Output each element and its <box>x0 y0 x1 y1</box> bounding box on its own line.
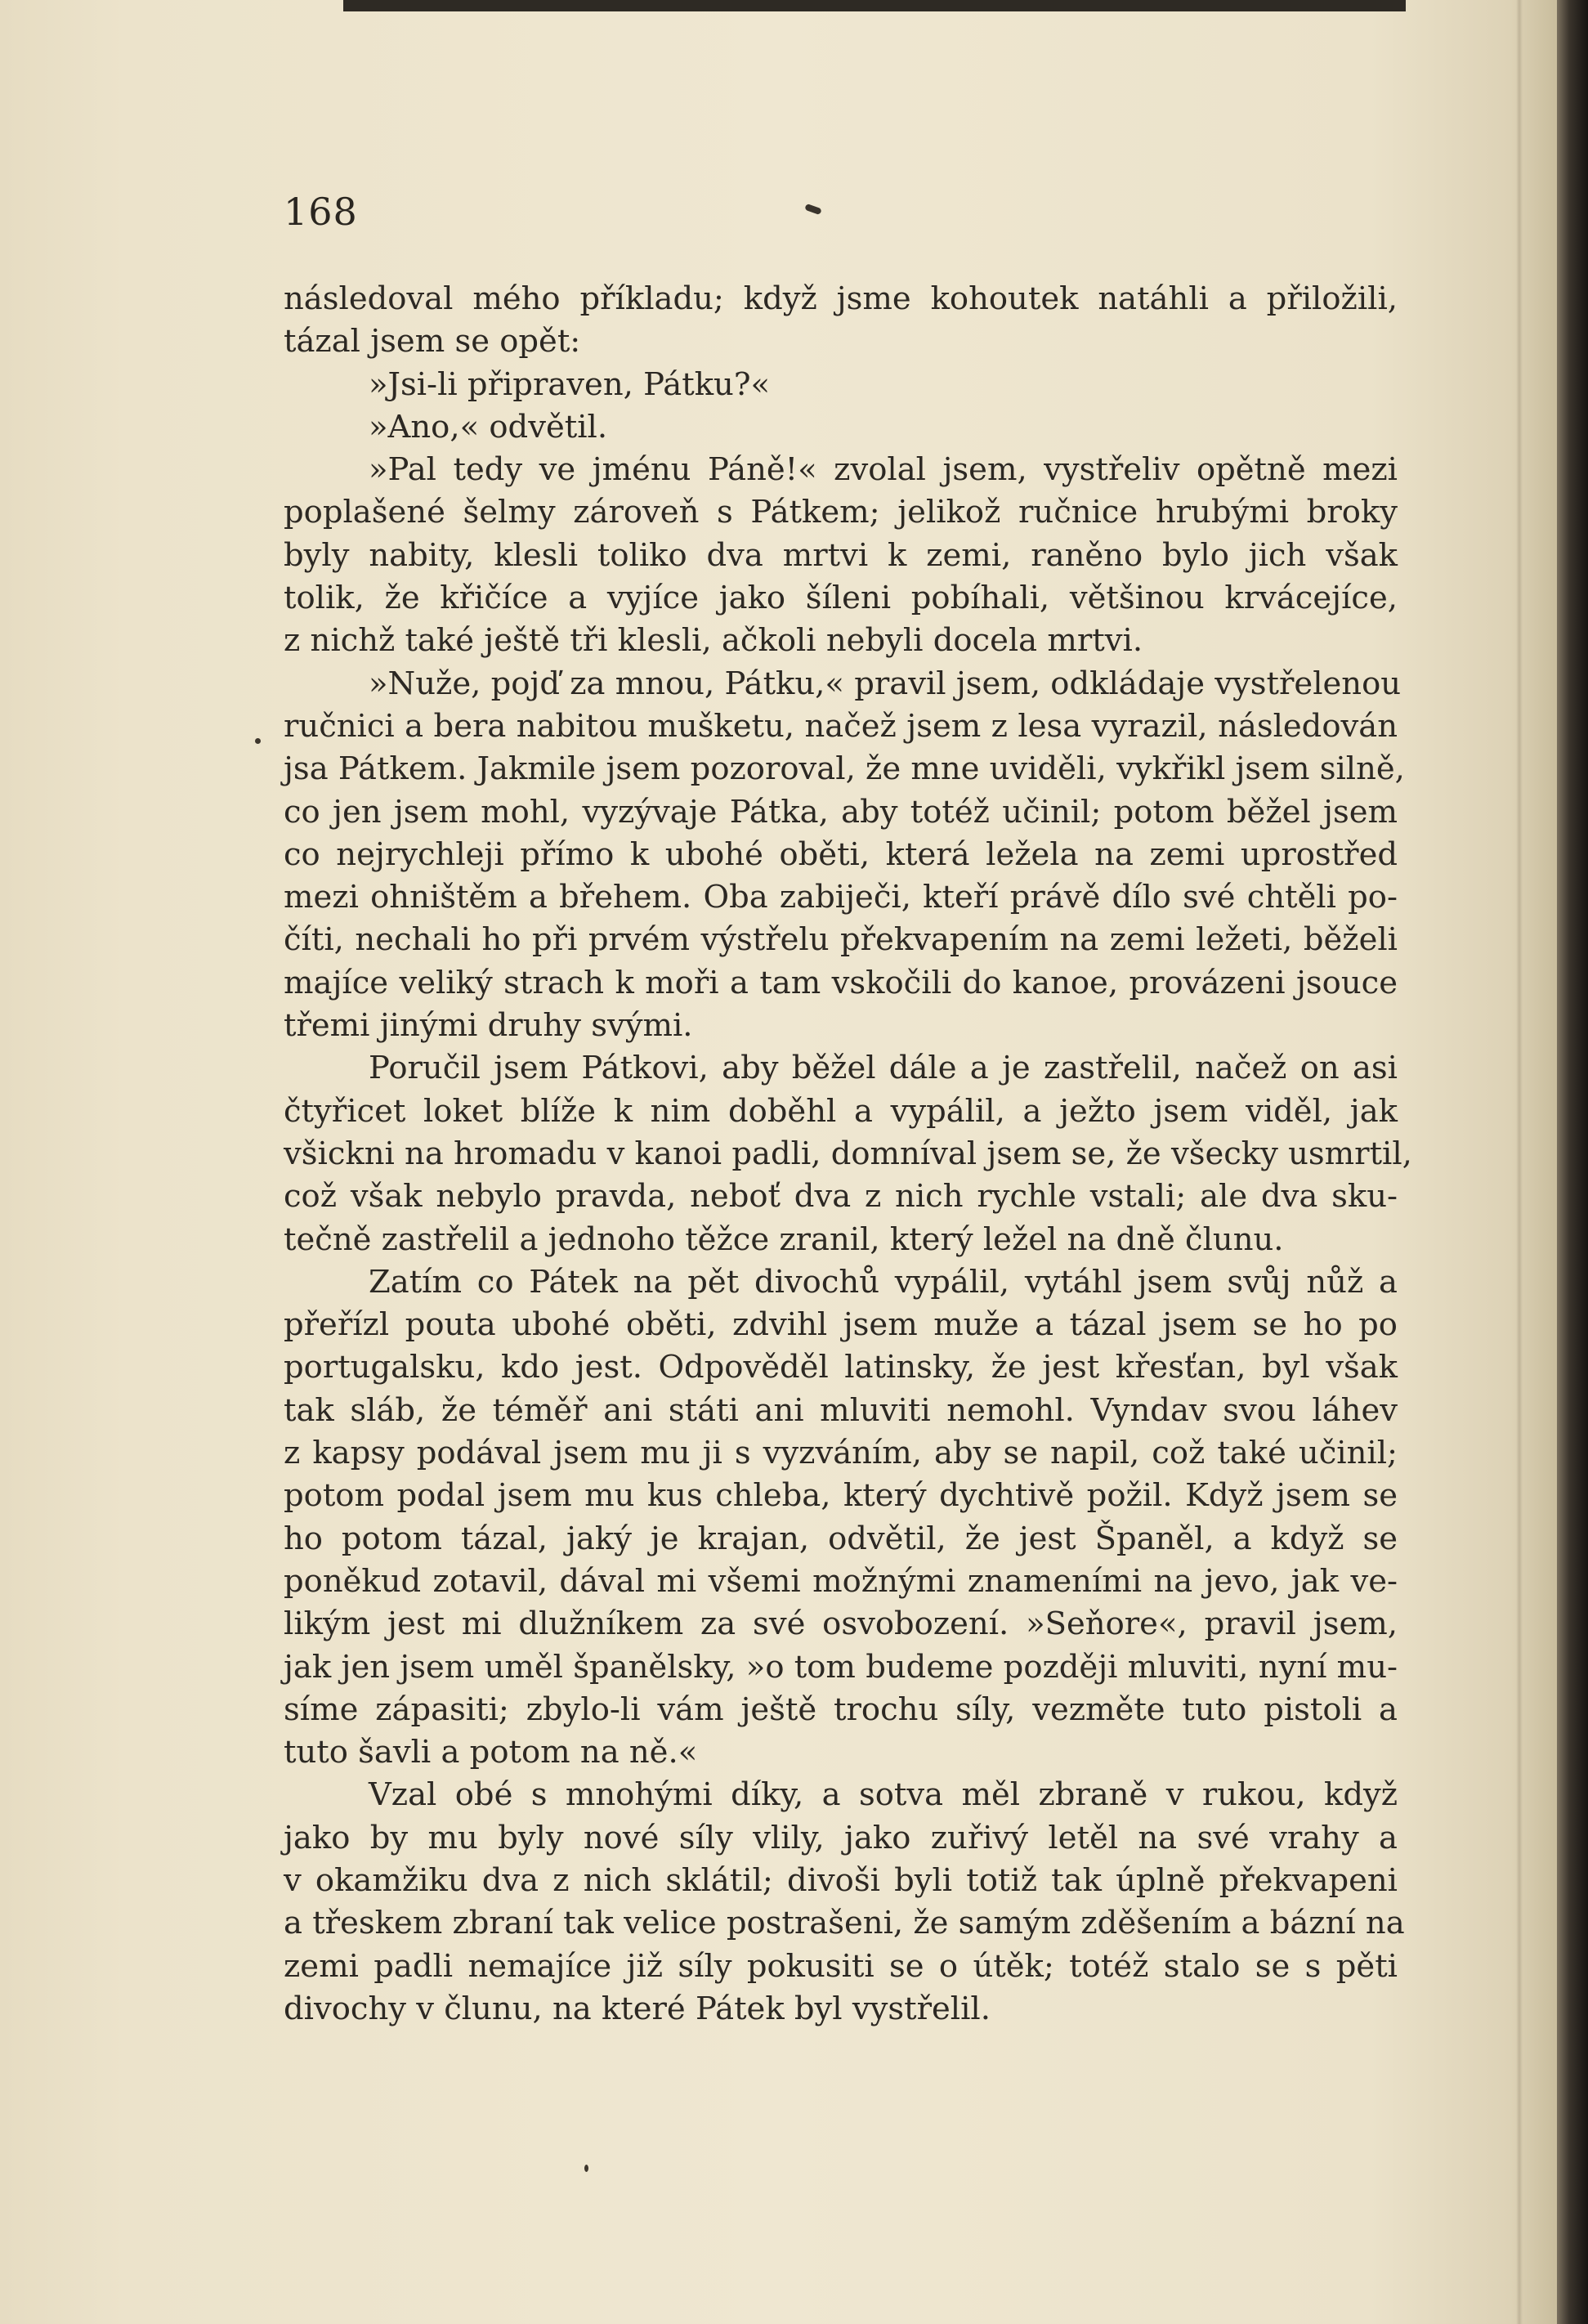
page-number: 168 <box>284 190 358 234</box>
text-line: »Pal tedy ve jménu Páně!« zvolal jsem, vystřeliv opětně mezi <box>369 451 1398 489</box>
text-line: tuto šavli a potom na ně.« <box>284 1734 698 1771</box>
text-line: všickni na hromadu v kanoi padli, domníval jsem se, že všecky usmrtil, <box>284 1135 1412 1172</box>
page-fold-shadow <box>1516 0 1523 2324</box>
text-line: čtyřicet loket blíže k nim doběhl a vypálil, a ježto jsem viděl, jak <box>284 1092 1398 1130</box>
text-line: číti, nechali ho při prvém výstřelu překvapením na zemi ležeti, běželi <box>284 921 1398 959</box>
text-line: třemi jinými druhy svými. <box>284 1007 693 1045</box>
text-line: majíce veliký strach k moři a tam vskočili do kanoe, provázeni jsouce <box>284 964 1398 1001</box>
text-line: likým jest mi dlužníkem za své osvobození. »Seňore«, pravil jsem, <box>284 1605 1398 1643</box>
body-text <box>284 278 1412 2031</box>
page-edge <box>1557 0 1588 2324</box>
text-line: tázal jsem se opět: <box>284 323 581 360</box>
text-line: jak jen jsem uměl španělsky, »o tom budeme později mluviti, nyní mu- <box>284 1648 1398 1686</box>
text-line: »Nuže, pojď za mnou, Pátku,« pravil jsem, odkládaje vystřelenou <box>369 665 1402 702</box>
text-line: což však nebylo pravda, neboť dva z nich rychle vstali; ale dva sku- <box>284 1178 1398 1216</box>
text-line: poplašené šelmy zároveň s Pátkem; jelikož ručnice hrubými broky <box>284 494 1398 531</box>
text-line: Vzal obé s mnohými díky, a sotva měl zbraně v rukou, když <box>369 1776 1398 1814</box>
text-line: co jen jsem mohl, vyzývaje Pátka, aby totéž učinil; potom běžel jsem <box>284 793 1398 831</box>
text-line: tečně zastřelil a jednoho těžce zranil, který ležel na dně člunu. <box>284 1220 1284 1258</box>
text-line: Poručil jsem Pátkovi, aby běžel dále a je zastřelil, načež on asi <box>369 1050 1398 1087</box>
text-line: potom podal jsem mu kus chleba, který dychtivě požil. Když jsem se <box>284 1477 1398 1515</box>
text-line: mezi ohništěm a břehem. Oba zabiječi, kteří právě dílo své chtěli po- <box>284 879 1398 916</box>
text-line: síme zápasiti; zbylo-li vám ještě trochu síly, vezměte tuto pistoli a <box>284 1690 1398 1728</box>
text-line: poněkud zotavil, dával mi všemi možnými znameními na jevo, jak ve- <box>284 1562 1398 1600</box>
text-line: zemi padli nemajíce již síly pokusiti se o útěk; totéž stalo se s pěti <box>284 1947 1398 1985</box>
paper-speck <box>584 2165 588 2172</box>
text-line: ho potom tázal, jaký je krajan, odvětil, že jest Španěl, a když se <box>284 1520 1398 1557</box>
text-line: tak sláb, že téměř ani státi ani mluviti nemohl. Vyndav svou láhev <box>284 1391 1398 1429</box>
text-line: jsa Pátkem. Jakmile jsem pozoroval, že mne uviděli, vykřikl jsem silně, <box>284 750 1405 788</box>
text-line: Zatím co Pátek na pět divochů vypálil, vytáhl jsem svůj nůž a <box>369 1263 1398 1301</box>
text-line: následoval mého příkladu; když jsme kohoutek natáhli a přiložili, <box>284 280 1398 317</box>
text-line: v okamžiku dva z nich sklátil; divoši byli totiž tak úplně překvapeni <box>284 1861 1398 1899</box>
text-line: »Jsi-li připraven, Pátku?« <box>369 365 771 403</box>
paper-speck <box>255 738 261 744</box>
text-line: z kapsy podával jsem mu ji s vyzváním, aby se napil, což také učinil; <box>284 1435 1398 1472</box>
text-line: ručnici a bera nabitou mušketu, načež jsem z lesa vyrazil, následován <box>284 707 1398 745</box>
top-edge-shadow <box>343 0 1406 11</box>
text-line: byly nabity, klesli toliko dva mrtvi k zemi, raněno bylo jich však <box>284 536 1398 574</box>
text-line: z nichž také ještě tři klesli, ačkoli nebyli docela mrtvi. <box>284 622 1143 660</box>
text-line: divochy v člunu, na které Pátek byl vystřelil. <box>284 1990 991 2027</box>
text-line: jako by mu byly nové síly vlily, jako zuřivý letěl na své vrahy a <box>284 1819 1398 1856</box>
text-line: co nejrychleji přímo k ubohé oběti, která ležela na zemi uprostřed <box>284 835 1398 873</box>
text-line: tolik, že křičíce a vyjíce jako šíleni pobíhali, většinou krvácejíce, <box>284 580 1398 617</box>
header-ornament <box>804 204 822 215</box>
text-line: portugalsku, kdo jest. Odpověděl latinsky, že jest křesťan, byl však <box>284 1349 1398 1386</box>
text-line: přeřízl pouta ubohé oběti, zdvihl jsem muže a tázal jsem se ho po <box>284 1306 1398 1344</box>
text-line: »Ano,« odvětil. <box>369 408 608 446</box>
text-line: a třeskem zbraní tak velice postrašeni, že samým zděšením a bázní na <box>284 1905 1405 1942</box>
